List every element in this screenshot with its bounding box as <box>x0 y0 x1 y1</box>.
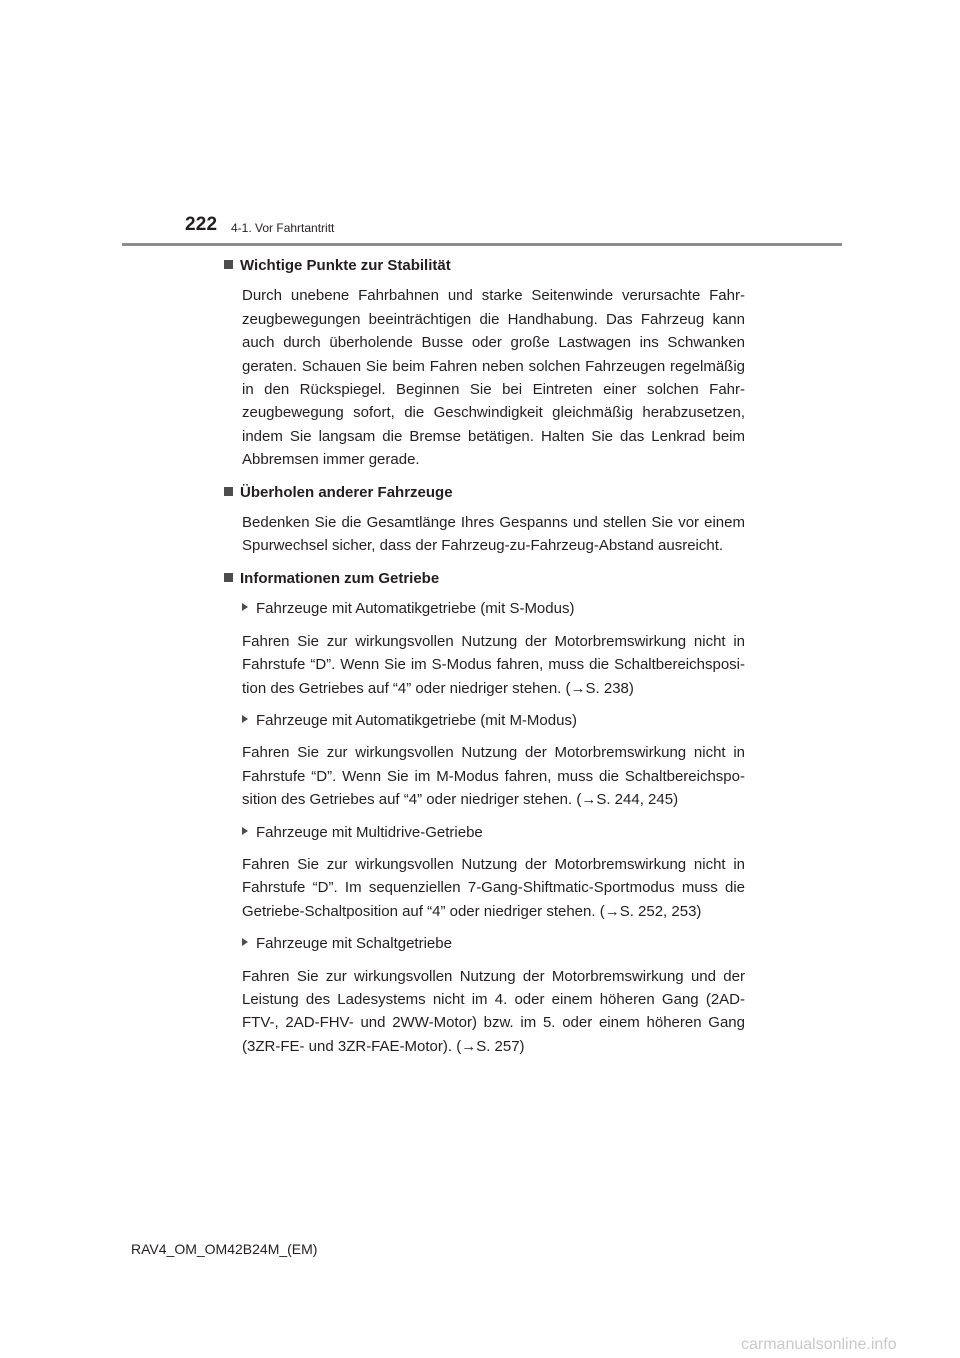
sub-item-label <box>242 821 745 844</box>
paragraph: Fahren Sie zur wirkungsvollen Nutzung der Motorbremswirkung nicht in Fahrstufe “D”. Wenn Sie im S-Modus fahren, muss die Schaltbereichsposition des Getriebes auf “4” oder niedriger stehen. (→S. 238) <box>242 632 745 697</box>
page-number: 222 <box>185 214 218 235</box>
square-bullet-icon <box>224 573 233 582</box>
triangle-bullet-icon <box>242 827 248 835</box>
triangle-bullet-icon <box>242 715 248 723</box>
sub-item-label-text: Fahrzeuge mit Multidrive-Getriebe <box>256 823 483 841</box>
paragraph: Fahren Sie zur wirkungsvollen Nutzung der Motorbremswirkung nicht in Fahrstufe “D”. Wenn Sie im M-Modus fahren, muss die Schaltbereichsposition des Getriebes auf “4” oder niedriger stehen. (→S. 244, 245) <box>242 744 745 809</box>
sub-item-label <box>242 709 745 732</box>
triangle-bullet-icon <box>242 603 248 611</box>
section-heading <box>224 254 745 277</box>
paragraph: Durch unebene Fahrbahnen und starke Seitenwinde verursachte Fahrzeugbewegungen beeinträchtigen die Handhabung. Das Fahrzeug kann auch durch überholende Busse oder große Lastwagen ins Schwanken geraten. Schauen Sie beim Fahren neben solchen Fahrzeugen regelmäßig in den Rückspiegel. Beginnen Sie bei Eintreten einer solchen Fahrzeugbewegung sofort, die Geschwindigkeit gleichmäßig herabzusetzen, indem Sie langsam die Bremse betätigen. Halten Sie das Lenkrad beim Abbremsen immer gerade. <box>242 287 745 469</box>
square-bullet-icon <box>224 487 233 496</box>
triangle-bullet-icon <box>242 938 248 946</box>
sub-item-label-text: Fahrzeuge mit Automatikgetriebe (mit M-Modus) <box>256 711 577 729</box>
heading-text: Überholen anderer Fahrzeuge <box>240 483 453 501</box>
paragraph: Fahren Sie zur wirkungsvollen Nutzung der Motorbremswirkung und der Leistung des Ladesystems nicht im 4. oder einem höheren Gang (2AD-FTV-, 2AD-FHV- und 2WW-Motor) bzw. im 5. oder einem höheren Gang (3ZR-FE- und 3ZR-FAE-Motor). (→S. 257) <box>242 967 745 1055</box>
sub-item-label-text: Fahrzeuge mit Schaltgetriebe <box>256 935 452 953</box>
square-bullet-icon <box>224 260 233 269</box>
sub-item-label <box>242 597 745 620</box>
section-heading <box>224 567 745 590</box>
watermark: carmanualsonline.info <box>741 1336 897 1353</box>
sub-item-label <box>242 932 745 955</box>
heading-text: Wichtige Punkte zur Stabilität <box>240 257 451 274</box>
heading-text: Informationen zum Getriebe <box>240 569 440 587</box>
section-title: 4-1. Vor Fahrtantritt <box>231 221 335 235</box>
page-content <box>224 254 745 1067</box>
header-rule <box>122 243 842 246</box>
document-code: RAV4_OM_OM42B24M_(EM) <box>131 1241 318 1257</box>
section-heading <box>224 481 745 504</box>
sub-item-label-text: Fahrzeuge mit Automatikgetriebe (mit S-Modus) <box>256 600 575 618</box>
paragraph: Bedenken Sie die Gesamtlänge Ihres Gespanns und stellen Sie vor einem Spurwechsel sicher, dass der Fahrzeug-zu-Fahrzeug-Abstand ausreicht. <box>242 514 745 555</box>
paragraph: Fahren Sie zur wirkungsvollen Nutzung der Motorbremswirkung nicht in Fahrstufe “D”. Im sequenziellen 7-Gang-Shiftmatic-Sportmodus muss die Getriebe-Schaltposition auf “4” oder niedriger stehen. (→S. 252, 253) <box>242 855 745 920</box>
